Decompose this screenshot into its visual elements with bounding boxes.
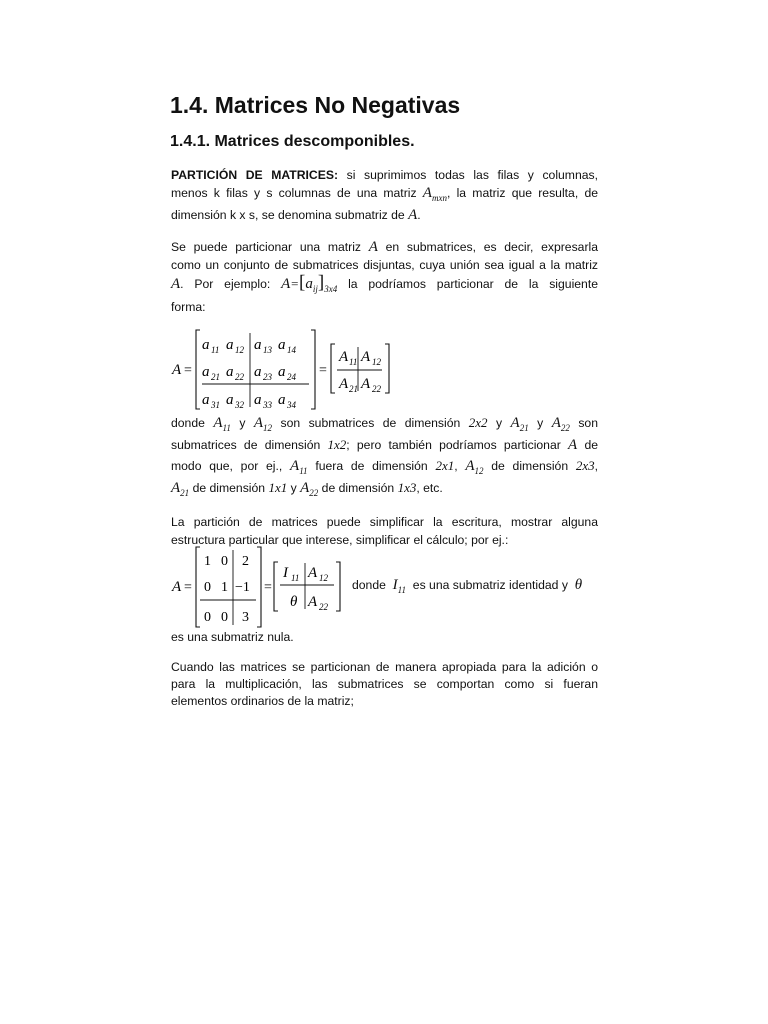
matrix-entry-subscript: 33 bbox=[263, 400, 272, 410]
matrix-entry-subscript: 12 bbox=[235, 345, 244, 355]
math-dimension: 1x1 bbox=[268, 480, 288, 495]
math-A: A bbox=[568, 437, 578, 453]
matrix-entry-subscript: 13 bbox=[263, 345, 272, 355]
math-A: A bbox=[171, 276, 181, 292]
equals-sign: = bbox=[184, 580, 192, 595]
matrix-entry-symbol: a bbox=[202, 337, 210, 353]
matrix-entries bbox=[202, 337, 297, 410]
math-A: A bbox=[465, 458, 475, 474]
text-line: forma: bbox=[171, 300, 206, 314]
matrix-bracket-right bbox=[257, 547, 261, 627]
block-entry-subscript: 11 bbox=[291, 573, 300, 583]
paragraph-adicion bbox=[171, 658, 598, 709]
block-bracket-left bbox=[331, 344, 335, 393]
math-subscript: 21 bbox=[519, 423, 529, 433]
text-line: menos k filas y s columnas de una matriz bbox=[171, 186, 417, 200]
math-A: A bbox=[551, 415, 561, 431]
math-dimension: 2x2 bbox=[468, 415, 488, 430]
math-A: A bbox=[368, 239, 378, 255]
matrix-entry: 2 bbox=[242, 554, 249, 569]
text-line: y bbox=[239, 416, 246, 430]
math-A: A bbox=[408, 207, 418, 223]
matrix-entry: 1 bbox=[204, 554, 211, 569]
matrix-lhs: A bbox=[172, 579, 182, 595]
matrix-entry-subscript: 24 bbox=[287, 372, 296, 382]
block-entry-symbol: A bbox=[339, 376, 349, 392]
partitioned-matrix-1 bbox=[168, 325, 398, 413]
text-line: de dimensión bbox=[321, 481, 395, 495]
text-line: Se puede particionar una matriz bbox=[171, 240, 362, 254]
block-entries bbox=[338, 349, 382, 394]
block-bracket-right bbox=[336, 562, 340, 611]
block-entry-symbol: A bbox=[339, 349, 349, 365]
block-entry-symbol: I bbox=[283, 565, 288, 581]
math-subscript: 21 bbox=[180, 488, 190, 498]
text-line: de bbox=[584, 438, 599, 452]
matrix-entry-subscript: 23 bbox=[263, 372, 272, 382]
matrix-entry-symbol: a bbox=[254, 392, 262, 408]
matrix-entry-subscript: 31 bbox=[211, 400, 220, 410]
text-line: modo que, por ej., bbox=[171, 459, 283, 473]
block-entry-subscript: 21 bbox=[349, 384, 358, 394]
right-bracket: ] bbox=[317, 272, 325, 293]
text-line: y bbox=[290, 481, 297, 495]
math-subscript: 11 bbox=[397, 585, 407, 595]
section-subtitle: 1.4.1. Matrices descomponibles. bbox=[170, 133, 415, 150]
matrix-entry-symbol: a bbox=[254, 364, 262, 380]
text-line: para la multiplicación, las submatrices se comportan como si fueran bbox=[171, 677, 598, 691]
equals-sign: = bbox=[319, 363, 327, 378]
math-subscript: ij bbox=[312, 284, 318, 294]
math-subscript: mxn bbox=[431, 193, 447, 203]
matrix-lhs: A bbox=[172, 362, 182, 378]
math-subscript: 11 bbox=[222, 423, 231, 433]
paragraph-particion bbox=[171, 166, 598, 224]
block-entry-symbol: A bbox=[308, 594, 318, 610]
matrix-entry-subscript: 32 bbox=[235, 400, 244, 410]
matrix-bracket-left bbox=[196, 547, 200, 627]
math-A: A bbox=[281, 276, 291, 292]
math-A: A bbox=[213, 415, 223, 431]
matrix-entry-subscript: 14 bbox=[287, 345, 296, 355]
text-line: , la matriz que resulta, de bbox=[446, 186, 598, 200]
math-a: a bbox=[305, 276, 313, 292]
text-line: son bbox=[578, 416, 598, 430]
text-line: y bbox=[537, 416, 544, 430]
math-subscript: 22 bbox=[309, 488, 319, 498]
block-bracket-right bbox=[385, 344, 389, 393]
block-bracket-left bbox=[274, 562, 278, 611]
text-line: es una submatriz identidad y bbox=[412, 578, 568, 592]
text-line: submatrices de dimensión bbox=[171, 438, 321, 452]
text-line: la podríamos particionar de la siguiente bbox=[348, 277, 599, 291]
text-line: fuera de dimensión bbox=[315, 459, 428, 473]
matrix-entry-symbol: a bbox=[226, 392, 234, 408]
text-line: son submatrices de dimensión bbox=[280, 416, 461, 430]
block-entry-symbol: θ bbox=[290, 594, 298, 610]
matrix-entry-symbol: a bbox=[226, 337, 234, 353]
text-line: , etc. bbox=[416, 481, 443, 495]
block-entry-symbol: A bbox=[361, 376, 371, 392]
block-entry-subscript: 11 bbox=[349, 357, 358, 367]
math-A: A bbox=[253, 415, 264, 431]
text-line: de dimensión bbox=[192, 481, 266, 495]
block-entry-subscript: 22 bbox=[372, 384, 381, 394]
text-line: elementos ordinarios de la matriz; bbox=[171, 694, 354, 708]
equals-sign: = bbox=[184, 363, 192, 378]
math-theta: θ bbox=[574, 577, 583, 593]
period: . bbox=[417, 208, 421, 222]
paragraph-donde: donde $A_{11}$ y $A_{12}$ son submatrices de dimensión 2x2 y $A_{21}$ y $A_{22}$ son submatrices de dimensión 1x2; pero también podríamos particionar A de modo que, por ej., $A_{11}$ fuera de dimensión 2x1, $A_{12}$ de dimensión 2x3, $A_{21}$ de dimensión 1x1 y $A_{22}$ de dimensión 1x3, etc. bbox=[171, 415, 599, 498]
text-line: y bbox=[495, 416, 503, 430]
text-line: Cuando las matrices se particionan de manera apropiada para la adición o bbox=[171, 660, 598, 674]
matrix-entry: 0 bbox=[204, 610, 211, 625]
matrix-entry-symbol: a bbox=[202, 392, 210, 408]
text-line: donde bbox=[171, 416, 205, 430]
matrix-entry-subscript: 11 bbox=[211, 345, 220, 355]
text-line: estructura particular que interese, simplificar el cálculo; por ej.: bbox=[171, 533, 509, 547]
matrix-entry: −1 bbox=[235, 580, 250, 595]
text-line: si suprimimos todas las filas y columnas, bbox=[346, 168, 598, 182]
block-entry-subscript: 12 bbox=[372, 357, 381, 367]
math-subscript: 12 bbox=[474, 466, 484, 476]
text-line: en submatrices, es decir, expresarla bbox=[385, 240, 599, 254]
text-line: de dimensión bbox=[491, 459, 569, 473]
bold-term: PARTICIÓN DE MATRICES: bbox=[171, 168, 339, 182]
matrix-entry-symbol: a bbox=[226, 364, 234, 380]
matrix-entry: 3 bbox=[242, 610, 249, 625]
matrix-entry-symbol: a bbox=[254, 337, 262, 353]
math-I: I bbox=[392, 577, 398, 593]
text-line: como un conjunto de submatrices disjuntas, cuya unión sea igual a la matriz bbox=[171, 258, 598, 272]
matrix-entry-symbol: a bbox=[278, 337, 286, 353]
text-line: . Por ejemplo: bbox=[180, 277, 271, 291]
matrix-entry-subscript: 34 bbox=[287, 400, 296, 410]
matrix-entries bbox=[204, 554, 250, 625]
math-A: A bbox=[300, 480, 310, 496]
block-entry-symbol: A bbox=[308, 565, 318, 581]
matrix2-description bbox=[352, 577, 582, 595]
matrix-entry-symbol: a bbox=[202, 364, 210, 380]
matrix-entry-symbol: a bbox=[278, 392, 286, 408]
matrix-bracket-left bbox=[196, 330, 200, 409]
math-subscript: 3x4 bbox=[324, 284, 338, 294]
math-dimension: 1x2 bbox=[327, 437, 347, 452]
math-subscript: 11 bbox=[299, 466, 308, 476]
math-dimension: 2x3 bbox=[575, 458, 595, 473]
text-line: dimensión k x s, se denomina submatriz de bbox=[171, 208, 405, 222]
math-A: A bbox=[422, 185, 432, 201]
page-title: 1.4. Matrices No Negativas bbox=[170, 92, 461, 118]
block-entry-subscript: 12 bbox=[319, 573, 328, 583]
matrix-entry: 0 bbox=[221, 610, 228, 625]
matrix-entry-subscript: 21 bbox=[211, 372, 220, 382]
paragraph-particionar bbox=[171, 238, 598, 316]
math-subscript: 12 bbox=[263, 423, 273, 433]
block-entry-symbol: A bbox=[361, 349, 371, 365]
math-subscript: 22 bbox=[560, 423, 570, 433]
equals-sign: = bbox=[290, 276, 300, 291]
math-A: A bbox=[510, 415, 520, 431]
matrix-entry-symbol: a bbox=[278, 364, 286, 380]
block-entry-subscript: 22 bbox=[319, 602, 328, 612]
matrix-entry: 0 bbox=[221, 554, 228, 569]
math-dimension: 1x3 bbox=[397, 480, 417, 495]
matrix-entry: 1 bbox=[221, 580, 228, 595]
paragraph-nula: es una submatriz nula. bbox=[171, 630, 294, 644]
math-dimension: 2x1 bbox=[435, 458, 455, 473]
equals-sign: = bbox=[264, 580, 272, 595]
math-A: A bbox=[290, 458, 300, 474]
text-line: La partición de matrices puede simplificar la escritura, mostrar alguna bbox=[171, 515, 598, 529]
left-bracket: [ bbox=[299, 272, 306, 293]
matrix-entry-subscript: 22 bbox=[235, 372, 244, 382]
text-line: ; pero también podríamos particionar bbox=[346, 438, 561, 452]
matrix-bracket-right bbox=[311, 330, 315, 409]
matrix-entry: 0 bbox=[204, 580, 211, 595]
math-A: A bbox=[171, 480, 181, 496]
text-line: donde bbox=[352, 578, 386, 592]
